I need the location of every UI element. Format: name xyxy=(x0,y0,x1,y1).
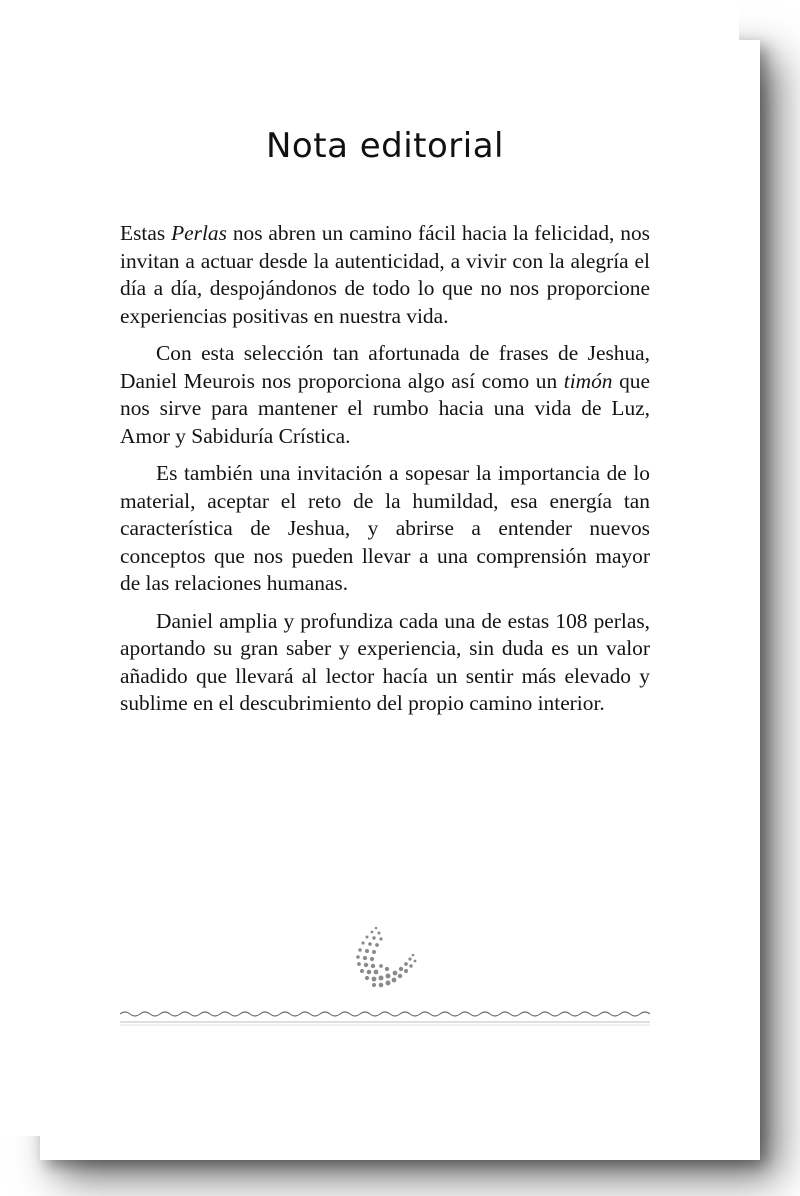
dotted-spiral-icon xyxy=(346,922,422,992)
page-title: Nota editorial xyxy=(266,126,504,166)
body-text xyxy=(120,220,650,728)
paragraph-2: Con esta selección tan afortunada de frases de Jeshua, Daniel Meurois nos proporciona algo así como un timón que nos sirve para mantener el rumbo hacia una vida de Luz, Amor y Sabiduría Crística. xyxy=(120,341,650,448)
italic-timon: timón xyxy=(563,368,613,393)
italic-perlas: Perlas xyxy=(171,221,227,245)
paragraph-3: Es también una invitación a sopesar la importancia de lo material, aceptar el reto de la humildad, esa energía tan característica de Jeshua, y abrirse a entender nuevos conceptos que nos pueden llevar a una comprensión mayor de las relaciones humanas. xyxy=(120,461,650,595)
wave-line-divider xyxy=(120,1006,650,1028)
paragraph-4: Daniel amplia y profundiza cada una de estas 108 perlas, aportando su gran saber y experiencia, sin duda es un valor añadido que llevará al lector hacía un sentir más elevado y sublime en el descubrimiento del propio camino interior. xyxy=(120,608,650,715)
paragraph-1: Estas Perlas nos abren un camino fácil hacia la felicidad, nos invitan a actuar desde la autenticidad, a vivir con la alegría el día a día, despojándonos de todo lo que no nos proporcione experiencias positivas en nuestra vida. xyxy=(120,221,650,328)
